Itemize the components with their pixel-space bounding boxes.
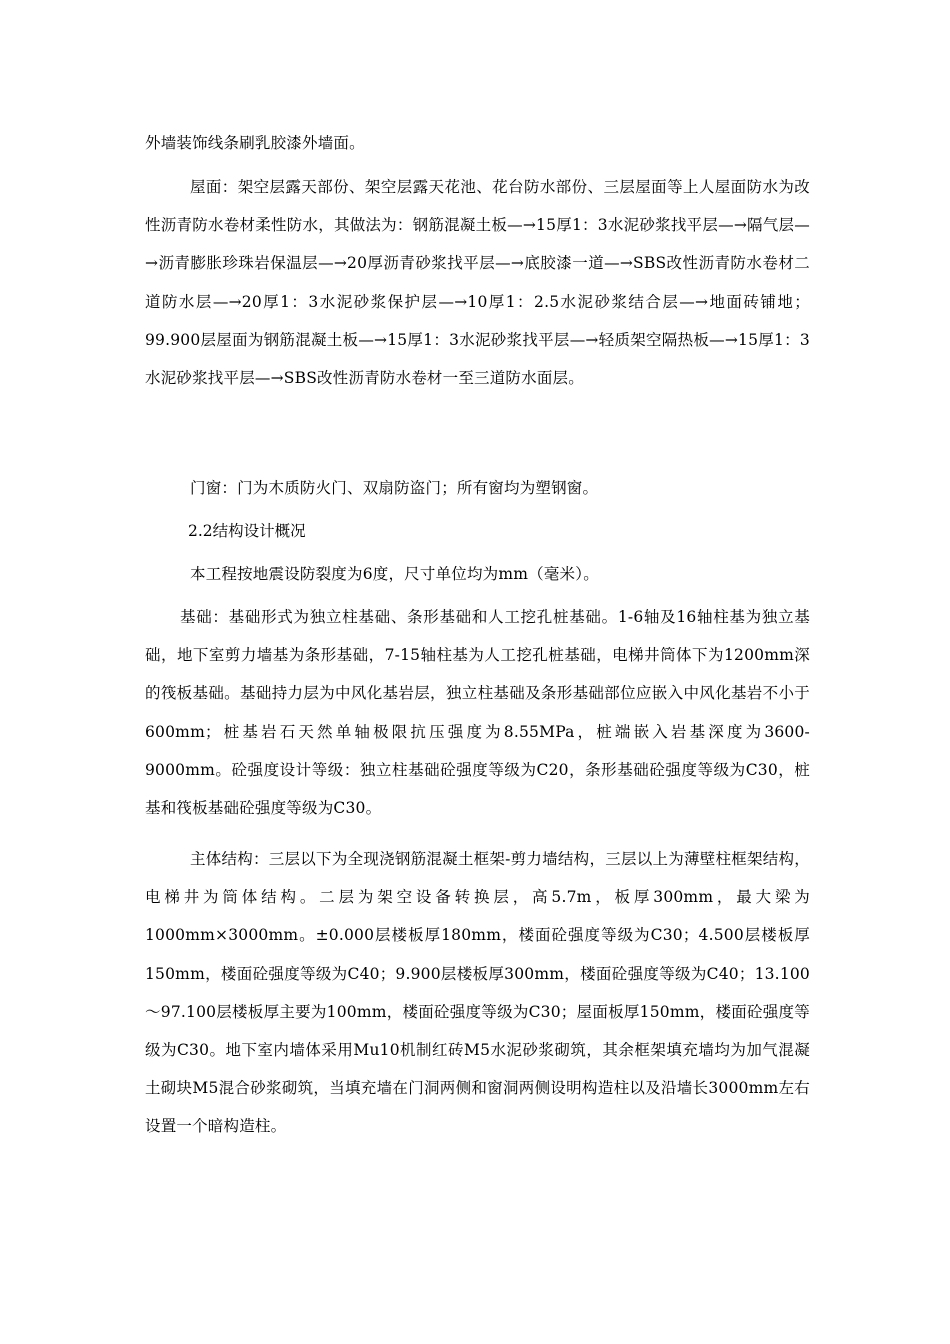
section-heading: 2.2结构设计概况 <box>188 522 306 540</box>
paragraph-main-structure: 主体结构：三层以下为全现浇钢筋混凝土框架-剪力墙结构，三层以上为薄壁柱框架结构，电梯井为筒体结构。二层为架空设备转换层，高5.7m，板厚300mm，最大梁为1000mm×3000mm。±0.000层楼板厚180mm，楼面砼强度等级为C30；4.500层楼板厚150mm，楼面砼强度等级为C40；9.900层楼板厚300mm，楼面砼强度等级为C40；13.100～97.100层楼板厚主要为100mm，楼面砼强度等级为C30；屋面板厚150mm，楼面砼强度等级为C30。地下室内墙体采用Mu10机制红砖M5水泥砂浆砌筑，其余框架填充墙均为加气混凝土砌块M5混合砂浆砌筑，当填充墙在门洞两侧和窗洞两侧设明构造柱以及沿墙长3000mm左右设置一个暗构造柱。 <box>145 850 810 1136</box>
paragraph-facade: 外墙装饰线条刷乳胶漆外墙面。 <box>145 134 365 152</box>
paragraph-seismic: 本工程按地震设防裂度为6度，尺寸单位均为mm（毫米）。 <box>190 565 599 583</box>
paragraph-foundation: 基础：基础形式为独立柱基础、条形基础和人工挖孔桩基础。1-6轴及16轴柱基为独立基础，地下室剪力墙基为条形基础，7-15轴柱基为人工挖孔桩基础，电梯井筒体下为1200mm深的筏板基础。基础持力层为中风化基岩层，独立柱基础及条形基础部位应嵌入中风化基岩不小于600mm；桩基岩石天然单轴极限抗压强度为8.55MPa，桩端嵌入岩基深度为3600-9000mm。砼强度设计等级：独立柱基础砼强度等级为C20，条形基础砼强度等级为C30，桩基和筏板基础砼强度等级为C30。 <box>145 608 810 818</box>
paragraph-doors-windows: 门窗：门为木质防火门、双扇防盗门；所有窗均为塑钢窗。 <box>190 479 599 497</box>
paragraph-roof: 屋面：架空层露天部份、架空层露天花池、花台防水部份、三层屋面等上人屋面防水为改性沥青防水卷材柔性防水，其做法为：钢筋混凝土板—→15厚1：3水泥砂浆找平层—→隔气层—→沥青膨胀珍珠岩保温层—→20厚沥青砂浆找平层—→底胶漆一道—→SBS改性沥青防水卷材二道防水层—→20厚1：3水泥砂浆保护层—→10厚1：2.5水泥砂浆结合层—→地面砖铺地；99.900层屋面为钢筋混凝土板—→15厚1：3水泥砂浆找平层—→轻质架空隔热板—→15厚1：3水泥砂浆找平层—→SBS改性沥青防水卷材一至三道防水面层。 <box>145 178 810 388</box>
